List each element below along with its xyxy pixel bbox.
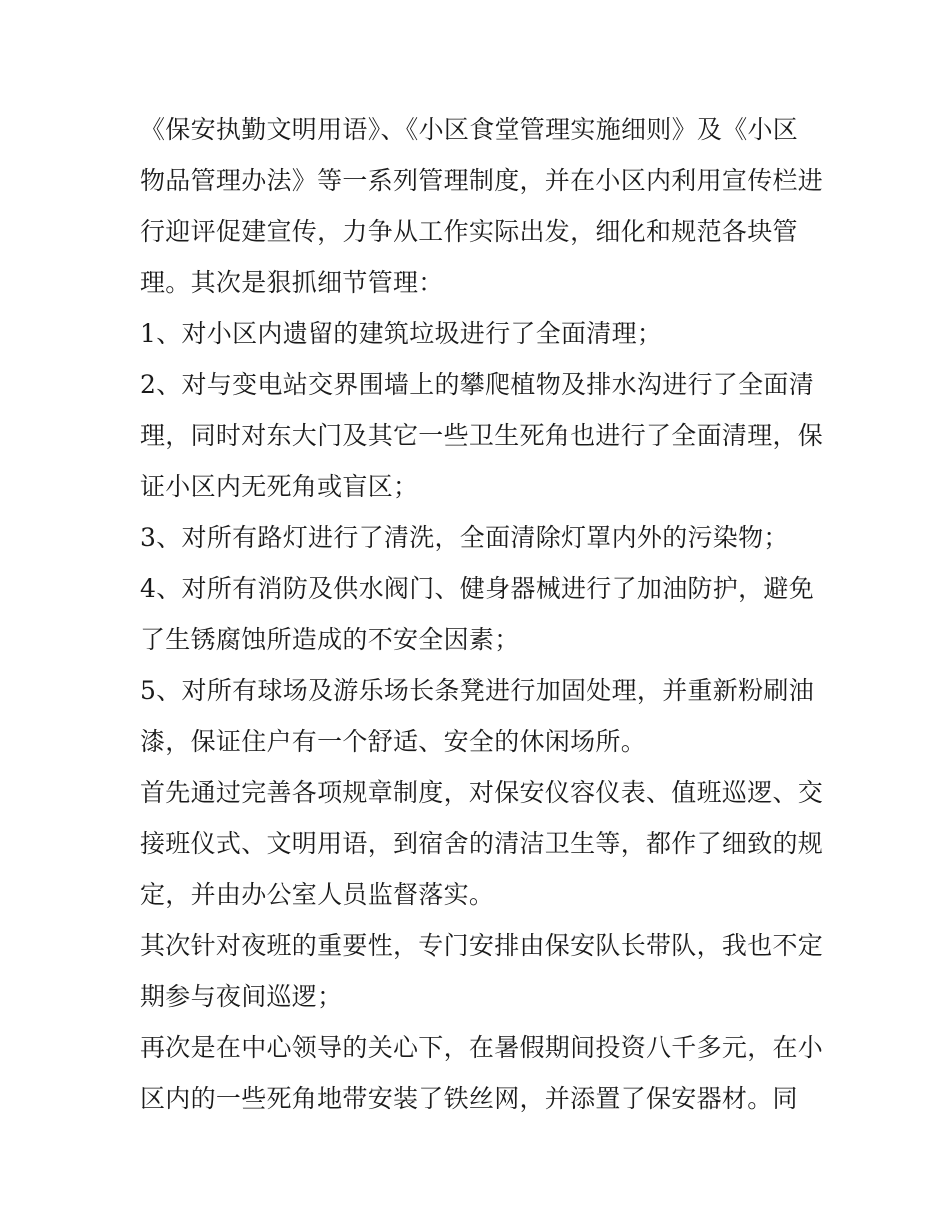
list-item-2 <box>140 359 840 512</box>
text-line: 理。其次是狠抓细节管理： <box>140 268 444 297</box>
text-line: 《保安执勤文明用语》、《小区食堂管理实施细则》及《小区 <box>140 115 799 144</box>
text-line: 定，并由办公室人员监督落实。 <box>140 880 495 909</box>
list-item-3 <box>140 512 840 563</box>
paragraph-first-rules <box>140 767 840 920</box>
text-line: 再次是在中心领导的关心下，在暑假期间投资八千多元，在小 <box>140 1033 824 1062</box>
document-body <box>140 104 840 1124</box>
paragraph-investment <box>140 1022 840 1124</box>
text-line: 3、对所有路灯进行了清洗，全面清除灯罩内外的污染物； <box>140 523 789 552</box>
text-line: 区内的一些死角地带安装了铁丝网，并添置了保安器材。同 <box>140 1084 798 1113</box>
text-line: 了生锈腐蚀所造成的不安全因素； <box>140 625 520 654</box>
text-line: 接班仪式、文明用语，到宿舍的清洁卫生等，都作了细致的规 <box>140 829 824 858</box>
list-item-4 <box>140 563 840 665</box>
text-line: 4、对所有消防及供水阀门、健身器械进行了加油防护，避免 <box>140 574 815 603</box>
text-line: 行迎评促建宣传，力争从工作实际出发，细化和规范各块管 <box>140 217 798 246</box>
text-line: 1、对小区内遗留的建筑垃圾进行了全面清理； <box>140 319 663 348</box>
paragraph-night-shift <box>140 920 840 1022</box>
text-line: 证小区内无死角或盲区； <box>140 472 419 501</box>
list-item-5 <box>140 665 840 767</box>
text-line: 5、对所有球场及游乐场长条凳进行加固处理，并重新粉刷油 <box>140 676 815 705</box>
list-item-1 <box>140 308 840 359</box>
text-line: 其次针对夜班的重要性，专门安排由保安队长带队，我也不定 <box>140 931 824 960</box>
paragraph-management-rules <box>140 104 840 308</box>
text-line: 期参与夜间巡逻； <box>140 982 343 1011</box>
text-line: 物品管理办法》等一系列管理制度，并在小区内利用宣传栏进 <box>140 166 824 195</box>
text-line: 首先通过完善各项规章制度，对保安仪容仪表、值班巡逻、交 <box>140 778 824 807</box>
text-line: 2、对与变电站交界围墙上的攀爬植物及排水沟进行了全面清 <box>140 370 815 399</box>
text-line: 漆，保证住户有一个舒适、安全的休闲场所。 <box>140 727 647 756</box>
text-line: 理，同时对东大门及其它一些卫生死角也进行了全面清理，保 <box>140 421 824 450</box>
